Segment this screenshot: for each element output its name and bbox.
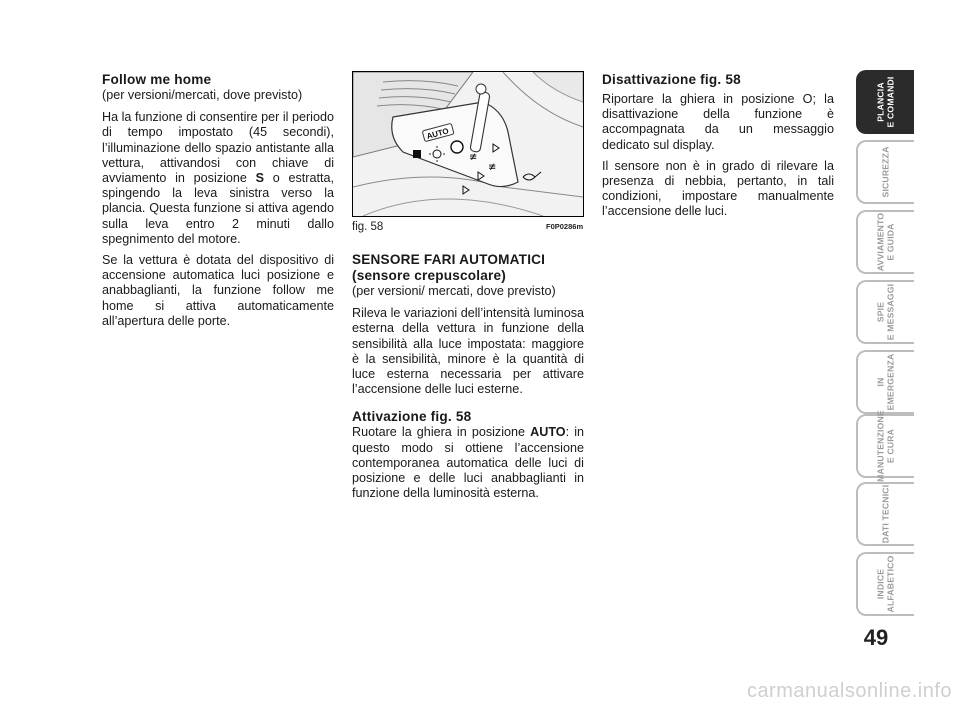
- heading-sensore-sub: (sensore crepuscolare): [352, 268, 506, 283]
- rear-fog-icon: ≢: [488, 162, 497, 173]
- paragraph: Rileva le variazioni dell’intensità luminosa esterna della vettura in funzione della sensibilità alla luce impostata: maggiore è la sensibilità, minore è la quantità di luce esterna necessaria per attivare l’accensione delle luci esterne.: [352, 306, 584, 397]
- tab-plancia-e-comandi[interactable]: [856, 70, 914, 134]
- tab-spie-e-messaggi[interactable]: [856, 280, 914, 344]
- tab-label: INDICE ALFABETICO: [875, 555, 895, 613]
- column-middle: [352, 252, 584, 507]
- fog-light-icon: ≢: [469, 152, 478, 163]
- column-left: [102, 72, 334, 335]
- paragraph: Se la vettura è dotata del dispositivo di accensione automatica luci posizione e anabbaglianti, la funzione follow me home si attiva automaticamente all’apertura delle porte.: [102, 253, 334, 328]
- bold-text: S: [255, 171, 265, 186]
- heading-disattivazione: Disattivazione fig. 58: [602, 72, 741, 87]
- bold-text: AUTO: [530, 425, 566, 440]
- tab-in-emergenza[interactable]: [856, 350, 914, 414]
- off-position-icon: [451, 141, 463, 153]
- paragraph: [102, 110, 334, 247]
- paragraph: [352, 425, 584, 501]
- subtitle: (per versioni/ mercati, dove previsto): [352, 284, 556, 298]
- text: o estratta, spingendo la leva sinistra verso la plancia. Questa funzione si attiva agendo sulla leva entro 2 minuti dallo spegnimento del motore.: [102, 171, 334, 246]
- tab-label: MANUTENZIONE E CURA: [875, 410, 895, 482]
- tab-label: IN EMERGENZA: [875, 353, 895, 411]
- figure-58: [352, 71, 584, 217]
- tab-label: SICUREZZA: [880, 146, 891, 198]
- paragraph: Riportare la ghiera in posizione O; la disattivazione della funzione è accompagnata da un messaggio dedicato sul display.: [602, 92, 834, 152]
- column-right: [602, 72, 834, 226]
- heading-follow-me-home: Follow me home: [102, 72, 212, 87]
- tab-avviamento-e-guida[interactable]: [856, 210, 914, 274]
- subtitle: (per versioni/mercati, dove previsto): [102, 88, 303, 102]
- tab-label: SPIE E MESSAGGI: [875, 283, 895, 341]
- tab-sicurezza[interactable]: [856, 140, 914, 204]
- auto-label: AUTO: [425, 126, 450, 141]
- headlamp-icon: [413, 150, 421, 158]
- figure-caption: fig. 58: [352, 221, 384, 233]
- heading-sensore: SENSORE FARI AUTOMATICI: [352, 252, 546, 267]
- figure-code: F0P0286m: [546, 222, 584, 231]
- page-number: 49: [863, 625, 889, 650]
- text: Ruotare la ghiera in posizione: [352, 425, 531, 440]
- tab-dati-tecnici[interactable]: [856, 482, 914, 546]
- tab-label: PLANCIA E COMANDI: [875, 76, 895, 128]
- paragraph: Il sensore non è in grado di rilevare la presenza di nebbia, pertanto, in tali condizioni, impostare manualmente l’accensione delle luci.: [602, 158, 834, 219]
- tab-manutenzione-e-cura[interactable]: [856, 410, 914, 482]
- section-tabs: [850, 0, 960, 709]
- tab-label: AVVIAMENTO E GUIDA: [875, 212, 895, 272]
- heading-attivazione: Attivazione fig. 58: [352, 409, 472, 425]
- tab-indice-alfabetico[interactable]: [856, 552, 914, 616]
- text: Ha la funzione di consentire per il periodo di tempo impostato (45 secondi), l’illuminazione dello spazio antistante alla vettura, attivandosi con chiave di avviamento in posizione: [102, 110, 334, 186]
- watermark: carmanualsonline.info: [746, 680, 952, 702]
- text: : in questo modo si ottiene l’accensione contemporanea automatica delle luci di posizione e delle luci anabbaglianti in funzione della luminosità esterna.: [352, 425, 584, 501]
- lever-illustration: [353, 72, 583, 216]
- tab-label: DATI TECNICI: [880, 484, 891, 544]
